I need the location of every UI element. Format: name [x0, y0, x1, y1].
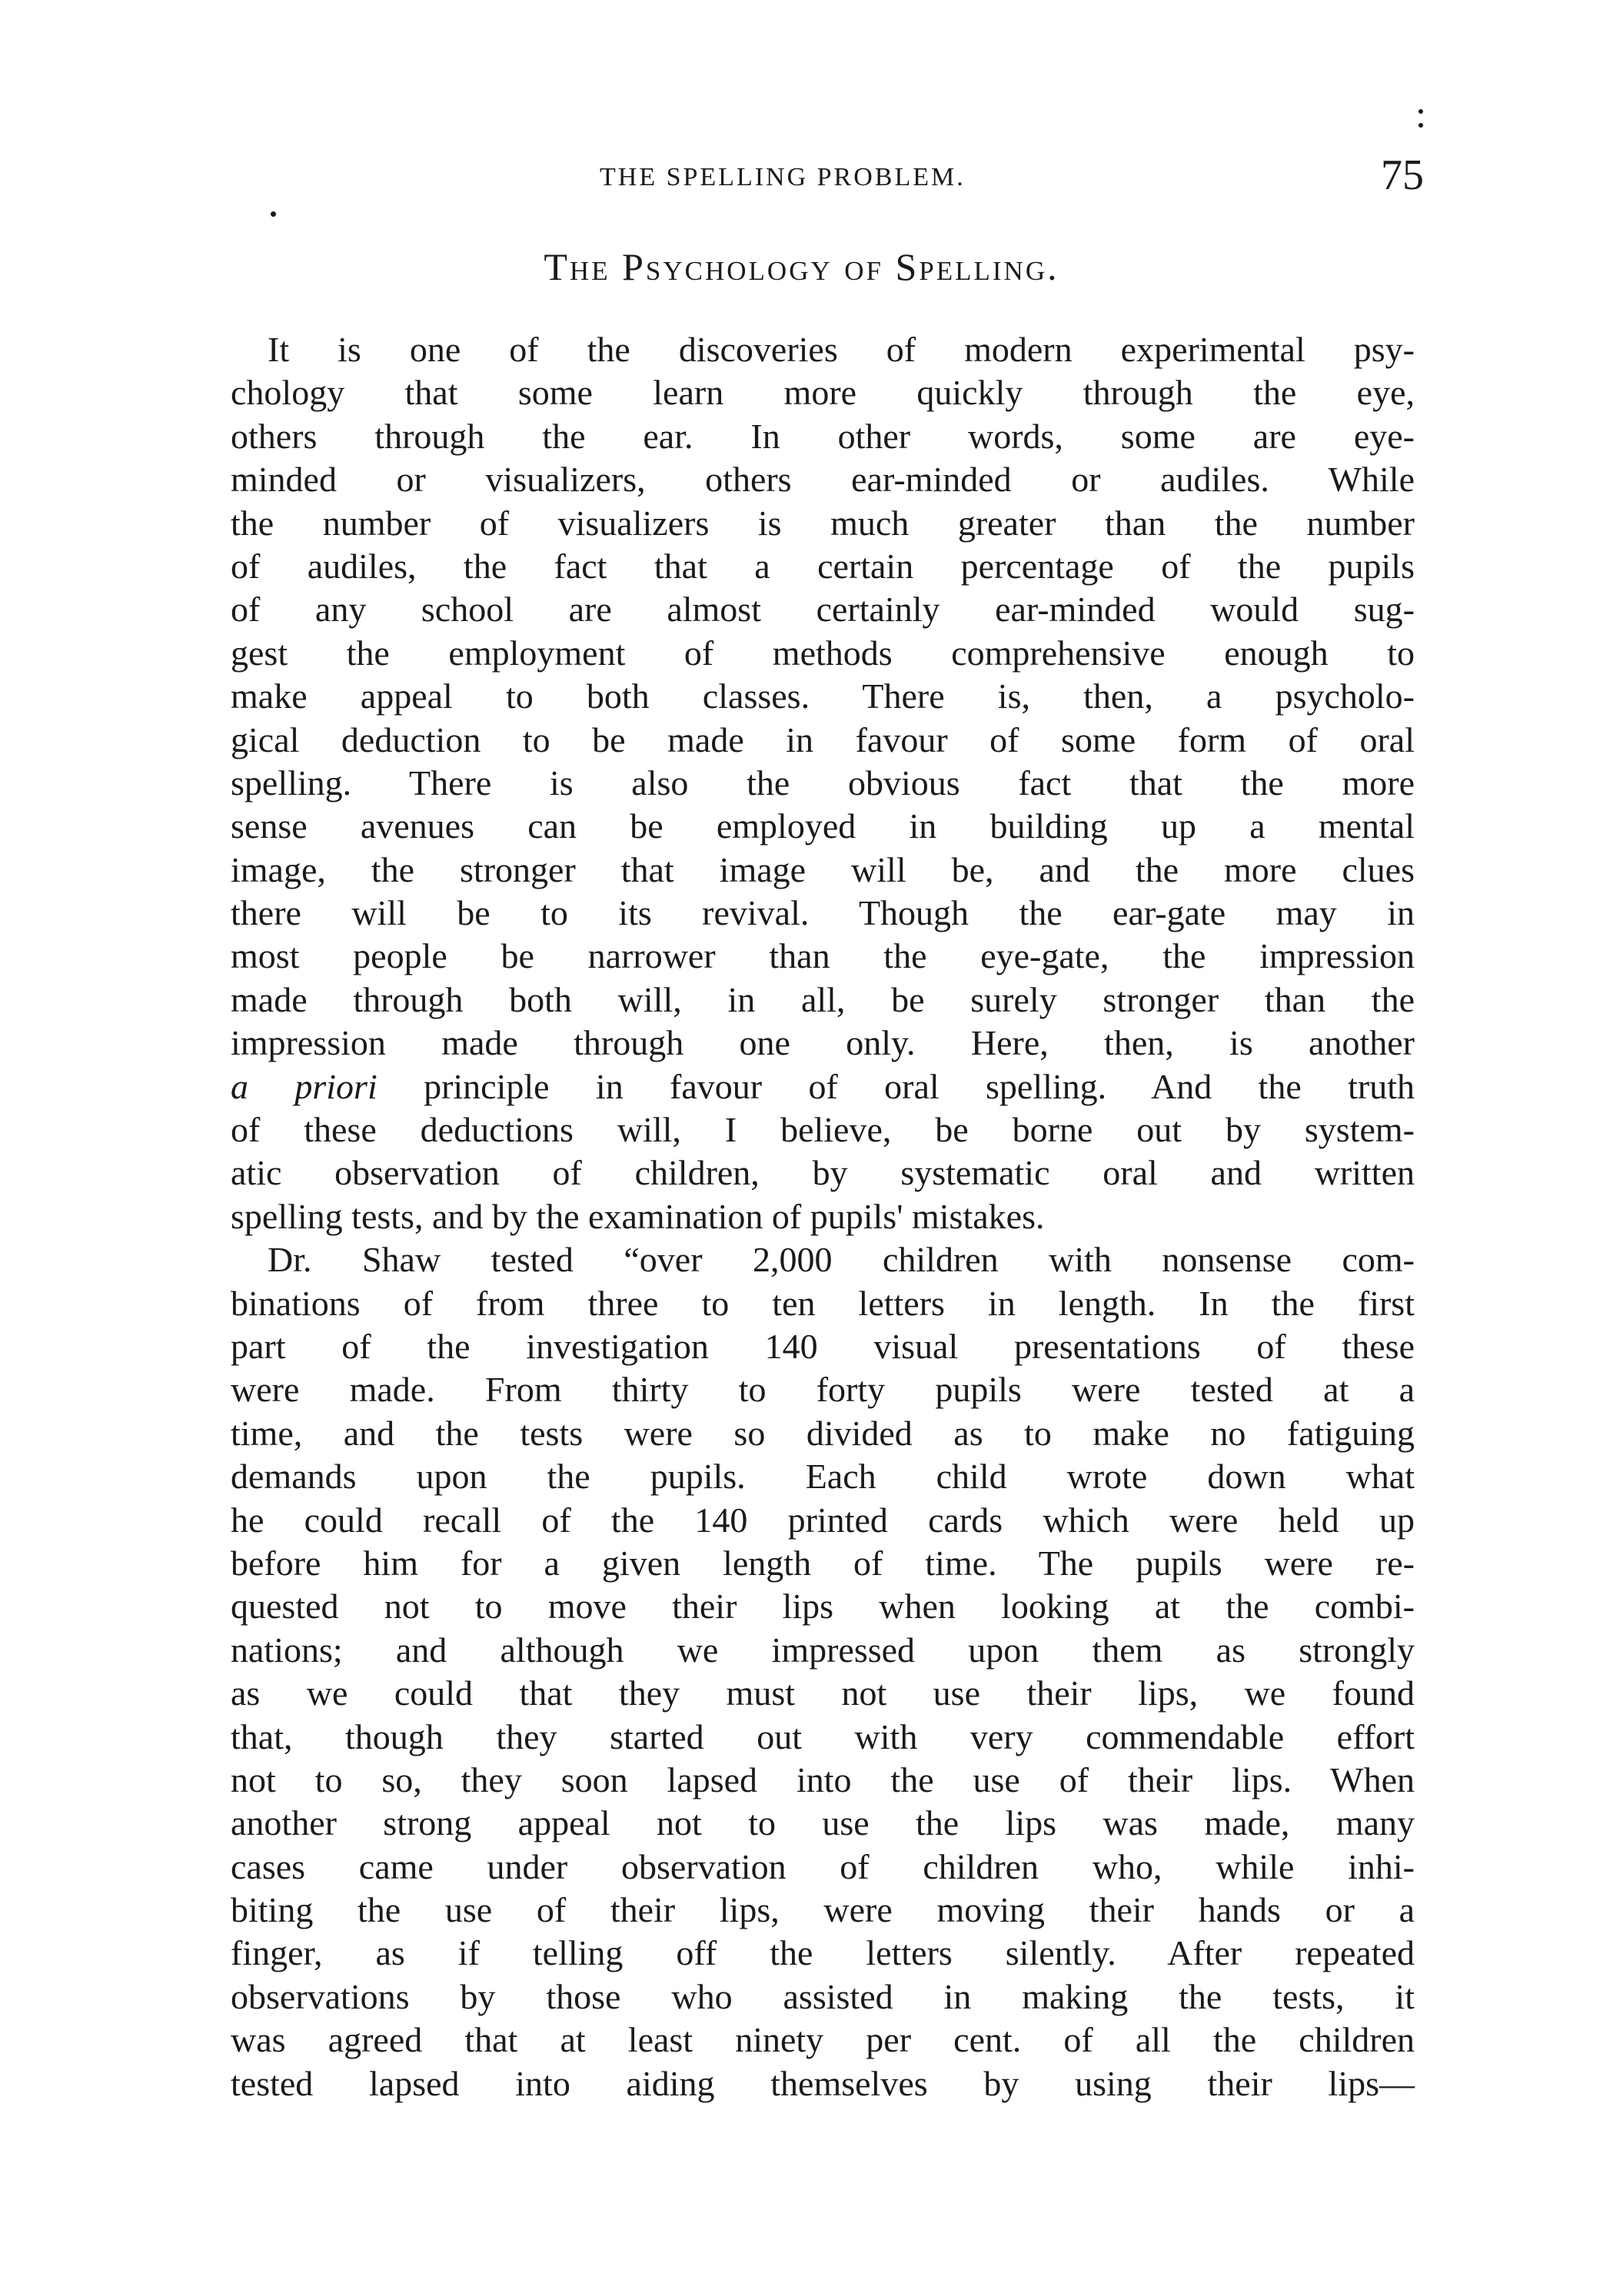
text-line: nations; and although we impressed upon them as strongly: [231, 1630, 1415, 1670]
text-line: not to so, they soon lapsed into the use of their lips. When: [231, 1759, 1415, 1799]
print-speck: [271, 211, 276, 217]
text-line: spelling. There is also the obvious fact that the more: [231, 763, 1415, 802]
text-line: were made. From thirty to forty pupils were tested at a: [231, 1370, 1415, 1410]
text-line: the number of visualizers is much greater than the number: [231, 503, 1415, 543]
text-line: gest the employment of methods comprehensive enough to: [231, 633, 1415, 673]
text-line: was agreed that at least ninety per cent. of all the children: [231, 2020, 1415, 2060]
text-line: made through both will, in all, be surely stronger than the: [231, 979, 1415, 1019]
text-line: biting the use of their lips, were moving their hands or a: [231, 1890, 1415, 1930]
text-line: demands upon the pupils. Each child wrote down what: [231, 1457, 1415, 1497]
text-line: of audiles, the fact that a certain percentage of the pupils: [231, 546, 1415, 586]
text-line: gical deduction to be made in favour of some form of oral: [231, 719, 1415, 759]
text-line: observations by those who assisted in making the tests, it: [231, 1976, 1415, 2016]
text-line: most people be narrower than the eye-gate, the impression: [231, 936, 1415, 976]
text-line: binations of from three to ten letters in length. In the first: [231, 1283, 1415, 1323]
text-line: as we could that they must not use their lips, we found: [231, 1673, 1415, 1713]
text-line: before him for a given length of time. The pupils were re-: [231, 1543, 1415, 1583]
text-line: Dr. Shaw tested “over 2,000 children with nonsense com-: [268, 1240, 1415, 1280]
running-title: THE SPELLING PROBLEM.: [600, 163, 966, 191]
text-line: atic observation of children, by systematic oral and written: [231, 1153, 1415, 1193]
text-line: minded or visualizers, others ear-minded or audiles. While: [231, 460, 1415, 500]
body-text: [231, 328, 1415, 2105]
text-line: another strong appeal not to use the lips was made, many: [231, 1803, 1415, 1843]
text-line: he could recall of the 140 printed cards which were held up: [231, 1500, 1415, 1540]
text-line: It is one of the discoveries of modern experimental psy-: [268, 330, 1415, 369]
text-line: of any school are almost certainly ear-minded would sug-: [231, 590, 1415, 630]
text-line: chology that some learn more quickly through the eye,: [231, 373, 1415, 413]
text-line: part of the investigation 140 visual presentations of these: [231, 1326, 1415, 1366]
text-line: spelling tests, and by the examination of pupils' mistakes.: [231, 1196, 1045, 1236]
text-line: that, though they started out with very commendable effort: [231, 1716, 1415, 1756]
text-line: time, and the tests were so divided as to make no fatiguing: [231, 1413, 1415, 1453]
text-line: there will be to its revival. Though the ear-gate may in: [231, 893, 1415, 933]
text-line: of these deductions will, I believe, be borne out by system-: [231, 1110, 1415, 1150]
text-line: image, the stronger that image will be, and the more clues: [231, 849, 1415, 889]
text-line: impression made through one only. Here, then, is another: [231, 1023, 1415, 1063]
italic-phrase: a priori: [231, 1066, 377, 1106]
text-line: finger, as if telling off the letters silently. After repeated: [231, 1933, 1415, 1973]
text-line: quested not to move their lips when looking at the combi-: [231, 1587, 1415, 1626]
print-speck: [1418, 109, 1423, 114]
text-line: make appeal to both classes. There is, then, a psycholo-: [231, 676, 1415, 716]
text-line: a priori principle in favour of oral spelling. And the truth: [231, 1066, 1415, 1106]
print-speck: [1418, 123, 1423, 128]
page-number: 75: [1381, 151, 1424, 199]
text-line: sense avenues can be employed in building up a mental: [231, 806, 1415, 846]
section-title: The Psychology of Spelling.: [544, 245, 1059, 288]
text-line: others through the ear. In other words, some are eye-: [231, 416, 1415, 456]
text-line: tested lapsed into aiding themselves by using their lips—: [231, 2063, 1415, 2103]
text-line: cases came under observation of children who, while inhi-: [231, 1846, 1415, 1886]
